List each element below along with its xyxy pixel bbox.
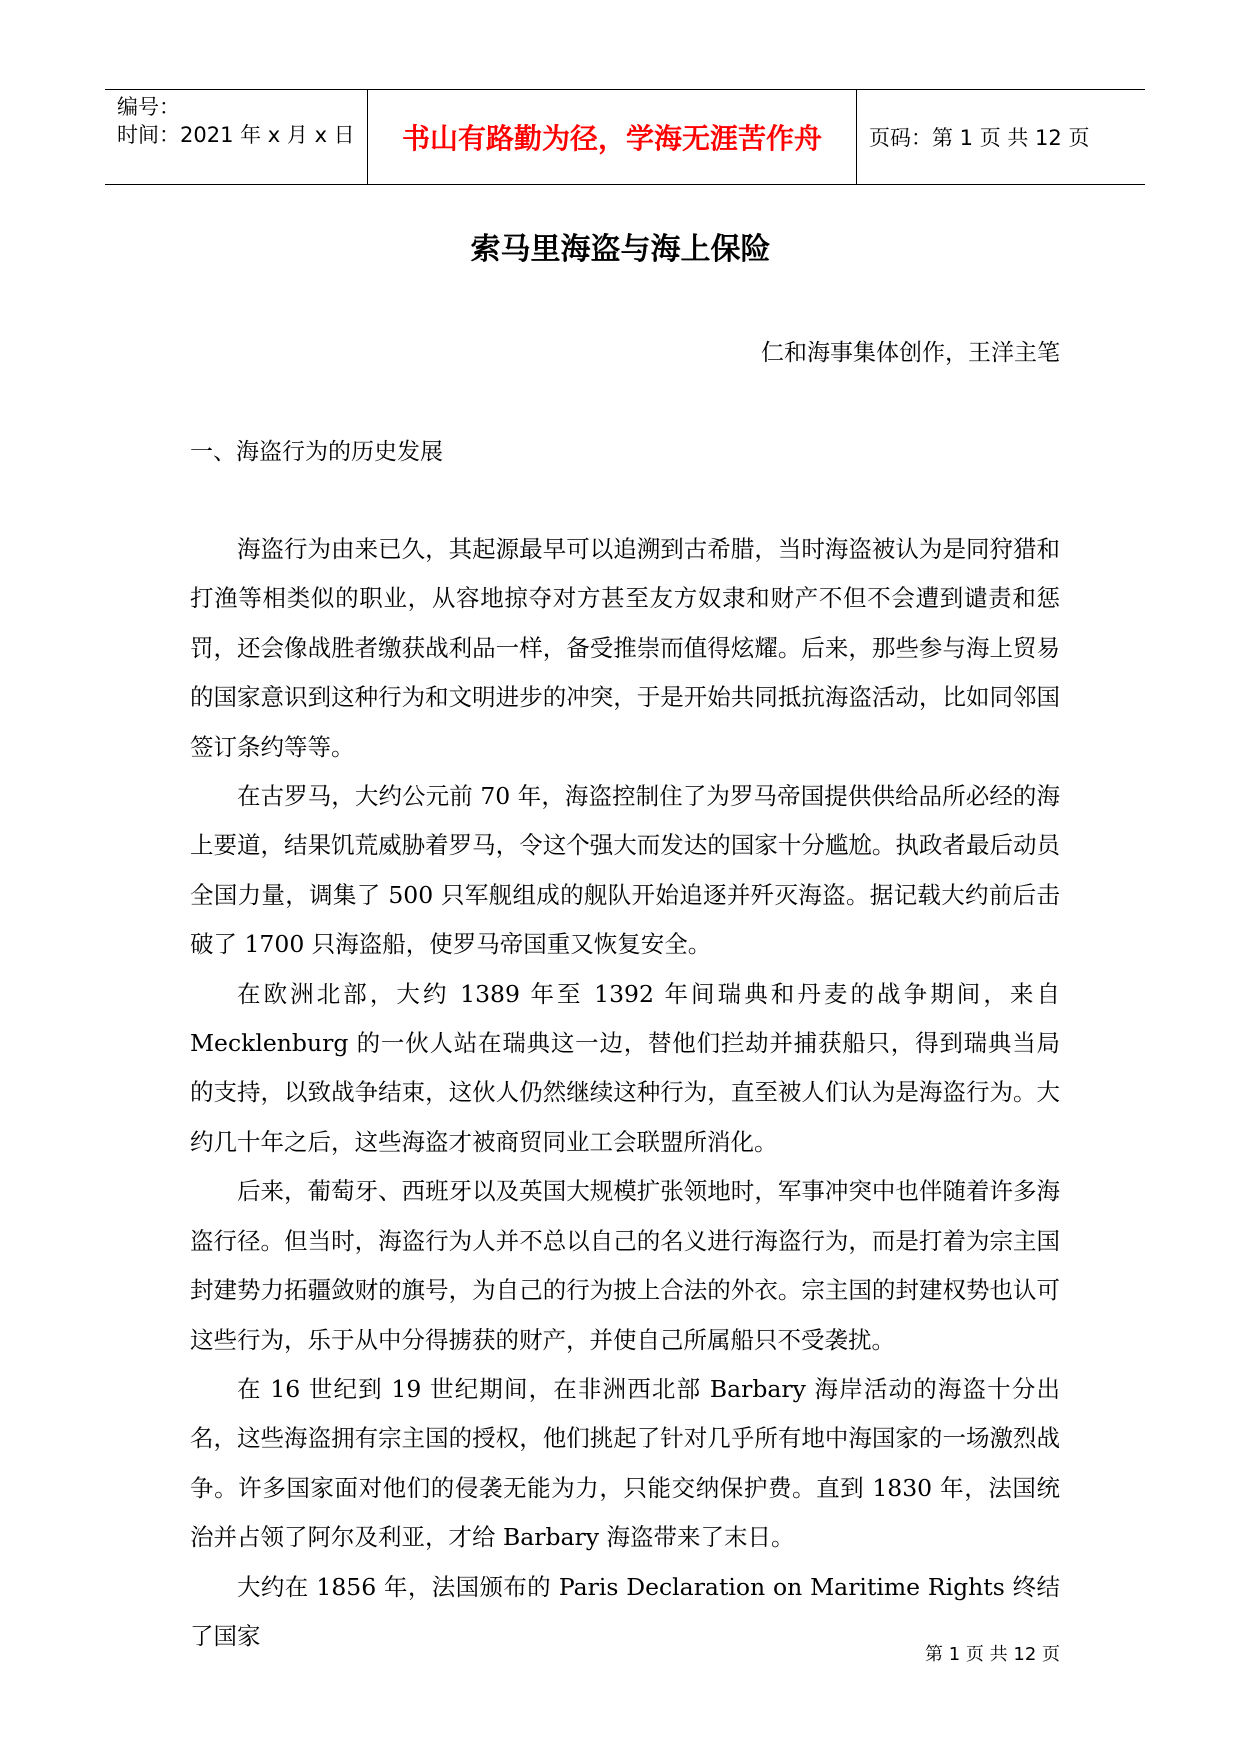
page-footer: 第 1 页 共 12 页 [925, 1644, 1060, 1665]
paragraph: 大约在 1856 年，法国颁布的 Paris Declaration on Maritime Rights 终结了国家 [190, 1572, 1060, 1650]
paragraph: 在 16 世纪到 19 世纪期间，在非洲西北部 Barbary 海岸活动的海盗十分出名，这些海盗拥有宗主国的授权，他们挑起了针对几乎所有地中海国家的一场激烈战争。许多国家面对他们的侵袭无能为力，只能交纳保护费。直到 1830 年，法国统治并占领了阿尔及利亚，才给 Barbary 海盗带来了末日。 [190, 1374, 1060, 1552]
author-line: 仁和海事集体创作，王洋主笔 [761, 340, 1060, 366]
number-label: 编号： [117, 95, 180, 119]
paragraph: 在欧洲北部，大约 1389 年至 1392 年间瑞典和丹麦的战争期间，来自 Mecklenburg 的一伙人站在瑞典这一边，替他们拦劫并捕获船只，得到瑞典当局的支持，以致战争结束，这伙人仍然继续这种行为，直至被人们认为是海盗行为。大约几十年之后，这些海盗才被商贸同业工会联盟所消化。 [190, 979, 1060, 1156]
header-meta [105, 90, 368, 184]
body-text [190, 525, 1060, 1661]
paragraph: 海盗行为由来已久，其起源最早可以追溯到古希腊，当时海盗被认为是同狩猎和打渔等相类似的职业，从容地掠夺对方甚至友方奴隶和财产不但不会遭到谴责和惩罚，还会像战胜者缴获战利品一样，备受推崇而值得炫耀。后来，那些参与海上贸易的国家意识到这种行为和文明进步的冲突，于是开始共同抵抗海盗活动，比如同邻国签订条约等等。 [190, 535, 1060, 761]
date-label: 时间：2021 年 x 月 x 日 [117, 123, 355, 147]
page-info: 页码：第 1 页 共 12 页 [869, 126, 1090, 150]
document-title: 索马里海盗与海上保险 [470, 232, 771, 267]
header-table [105, 89, 1145, 185]
paragraph: 后来，葡萄牙、西班牙以及英国大规模扩张领地时，军事冲突中也伴随着许多海盗行径。但当时，海盗行为人并不总以自己的名义进行海盗行为，而是打着为宗主国封建势力拓疆敛财的旗号，为自己的行为披上合法的外衣。宗主国的封建权势也认可这些行为，乐于从中分得掳获的财产，并使自己所属船只不受袭扰。 [190, 1177, 1060, 1354]
section-heading: 一、海盗行为的历史发展 [190, 439, 443, 465]
motto: 书山有路勤为径，学海无涯苦作舟 [368, 90, 857, 184]
paragraph: 在古罗马，大约公元前 70 年，海盗控制住了为罗马帝国提供供给品所必经的海上要道，结果饥荒威胁着罗马，令这个强大而发达的国家十分尴尬。执政者最后动员全国力量，调集了 500 只军舰组成的舰队开始追逐并歼灭海盗。据记载大约前后击破了 1700 只海盗船，使罗马帝国重又恢复安全。 [190, 782, 1060, 959]
